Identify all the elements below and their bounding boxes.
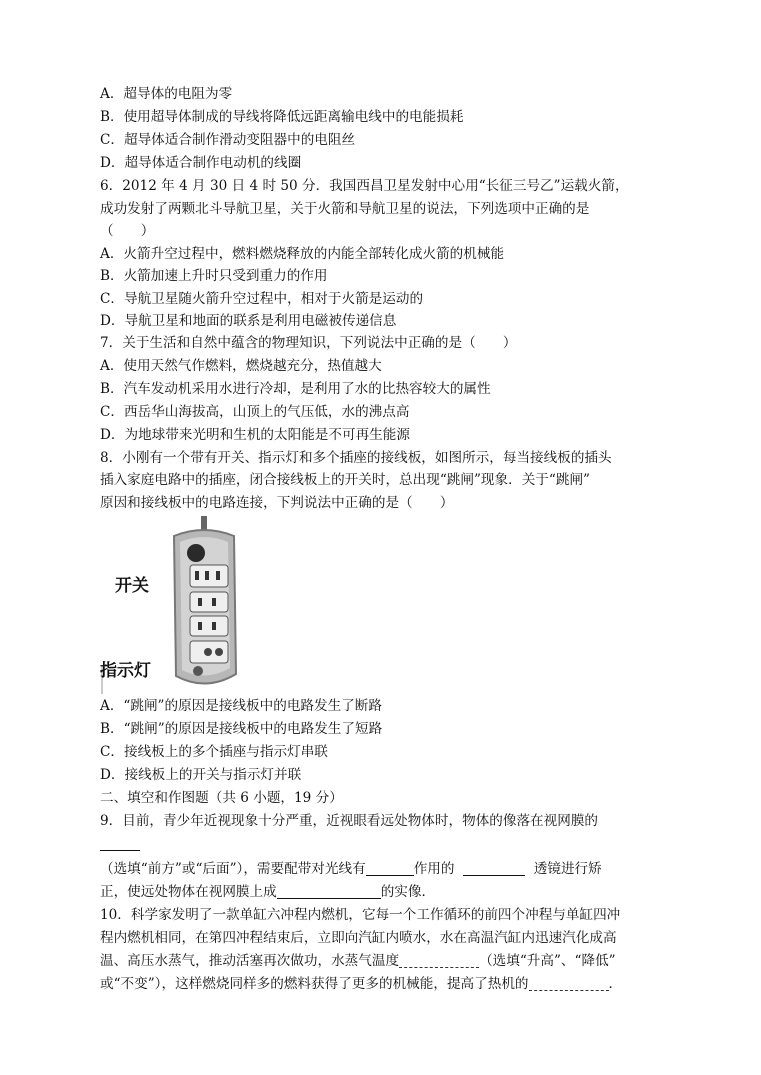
indicator-label: 指示灯 — [100, 661, 151, 681]
q10-line3-a: 温、高压水蒸气，推动活塞再次做功，水蒸气温度 — [100, 953, 400, 969]
q9-line2-a: （选填“前方”或“后面”），需要配带对光线有 — [100, 861, 366, 877]
power-strip-figure — [100, 516, 270, 694]
q6-option-a: A．火箭升空过程中，燃料燃烧释放的内能全部转化成火箭的机械能 — [100, 246, 505, 262]
q8-stem-line2: 插入家庭电路中的插座，闭合接线板上的开关时，总出现“跳闸”现象．关于“跳闸” — [100, 472, 590, 488]
switch-label: 开关 — [115, 576, 149, 596]
q9-blank-2 — [366, 861, 414, 876]
q6-answer-paren: （ ） — [100, 223, 155, 239]
q7-stem: 7．关于生活和自然中蕴含的物理知识，下列说法中正确的是（ ） — [100, 335, 517, 351]
q5-option-b: B．使用超导体制成的导线将降低远距离输电线中的电能损耗 — [100, 109, 464, 125]
q5-option-a: A．超导体的电阻为零 — [100, 86, 233, 102]
q9-blank-4 — [277, 884, 381, 899]
q8-option-b: B．“跳闸”的原因是接线板中的电路发生了短路 — [100, 721, 383, 737]
q10-blank-1 — [399, 953, 479, 968]
q6-option-d: D．导航卫星和地面的联系是利用电磁被传递信息 — [100, 313, 397, 329]
q10-line1: 10．科学家发明了一款单缸六冲程内燃机，它每一个工作循环的前四个冲程与单缸四冲 — [100, 907, 621, 923]
q7-option-b: B．汽车发动机采用水进行冷却，是利用了水的比热容较大的属性 — [100, 381, 491, 397]
section-2-title: 二、填空和作图题（共 6 小题，19 分） — [100, 790, 343, 806]
q8-stem-line1: 8．小刚有一个带有开关、指示灯和多个插座的接线板，如图所示，每当接线板的插头 — [100, 450, 612, 466]
q5-option-d: D．超导体适合制作电动机的线圈 — [100, 155, 302, 171]
switch-button-icon — [187, 544, 205, 562]
q10-line3 — [100, 952, 616, 971]
q10-line4-b: ． — [608, 976, 623, 992]
q9-line2-c: 透镜进行矫 — [533, 861, 602, 877]
q7-option-d: D．为地球带来光明和生机的太阳能是不可再生能源 — [100, 427, 410, 443]
q10-line4-a: 或“不变”），这样燃烧同样多的燃料获得了更多的机械能，提高了热机的 — [100, 976, 529, 992]
q6-stem-line2: 成功发射了两颗北斗导航卫星，关于火箭和导航卫星的说法，下列选项中正确的是 — [100, 201, 590, 217]
q8-option-d: D．接线板上的开关与指示灯并联 — [100, 767, 302, 783]
q6-option-b: B．火箭加速上升时只受到重力的作用 — [100, 268, 328, 284]
q9-blank-1 — [100, 850, 140, 851]
indicator-light-icon — [193, 666, 203, 676]
q6-stem-line1: 6．2012 年 4 月 30 日 4 时 50 分．我国西昌卫星发射中心用“长征三号乙”运载火箭， — [100, 178, 629, 194]
q9-line2-b: 作用的 — [413, 861, 455, 877]
q9-line1: 9．目前，青少年近视现象十分严重，近视眼看远处物体时，物体的像落在视网膜的 — [100, 813, 599, 829]
q10-line2: 程内燃机相同，在第四冲程结束后，立即向汽缸内喷水，水在高温汽缸内迅速汽化成高 — [100, 930, 617, 946]
q7-option-a: A．使用天然气作燃料，燃烧越充分，热值越大 — [100, 358, 382, 374]
q9-line2 — [100, 860, 602, 879]
q5-option-c: C．超导体适合制作滑动变阻器中的电阻丝 — [100, 132, 356, 148]
q10-blank-2 — [529, 976, 609, 991]
q6-option-c: C．导航卫星随火箭升空过程中，相对于火箭是运动的 — [100, 291, 424, 307]
q10-line4 — [100, 975, 622, 994]
q7-option-c: C．西岳华山海拔高，山顶上的气压低，水的沸点高 — [100, 404, 410, 420]
q8-option-a: A．“跳闸”的原因是接线板中的电路发生了断路 — [100, 698, 382, 714]
q10-line3-b: （选填“升高”、“降低” — [479, 953, 616, 969]
q9-line3-b: 的实像． — [380, 884, 436, 900]
q8-stem-line3: 原因和接线板中的电路连接，下判说法中正确的是（ ） — [100, 495, 454, 511]
q9-line3 — [100, 883, 435, 902]
q9-blank-3 — [463, 861, 525, 876]
q9-line3-a: 正，使远处物体在视网膜上成 — [100, 884, 277, 900]
q8-option-c: C．接线板上的多个插座与指示灯串联 — [100, 744, 328, 760]
